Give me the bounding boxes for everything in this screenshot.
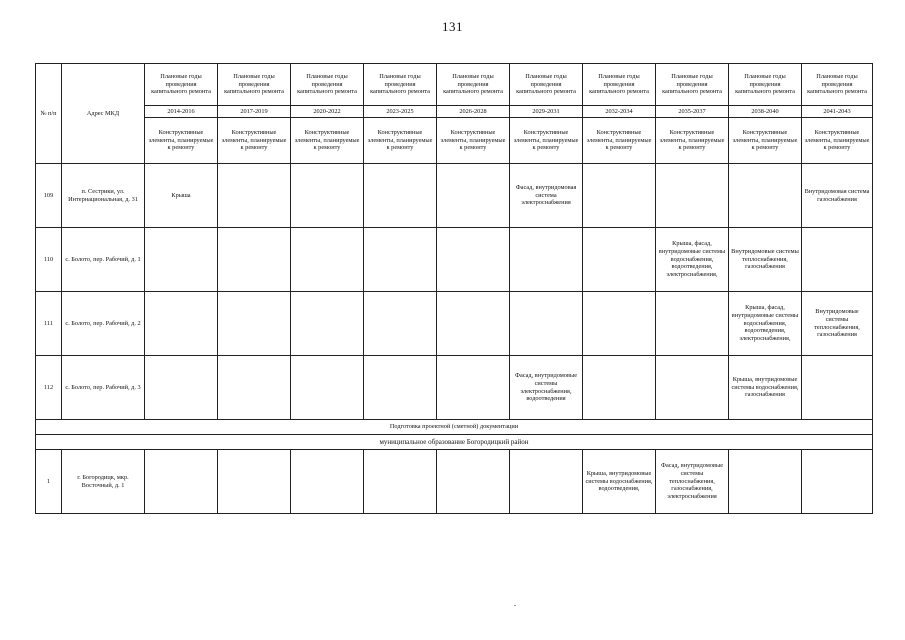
elements-label: Конструктивные элементы, планируемые к ремонту: [291, 118, 364, 164]
year-range: 2017-2019: [218, 106, 291, 118]
header-row-elements: [36, 118, 873, 164]
elements-label: Конструктивные элементы, планируемые к ремонту: [656, 118, 729, 164]
repair-cell: Крыша, фасад, внутридомовые системы водоснабжения, водоотведения, электроснабжения,: [656, 228, 729, 292]
elements-label: Конструктивные элементы, планируемые к ремонту: [802, 118, 873, 164]
period-header: Плановые годы проведения капитального ремонта: [583, 64, 656, 106]
repair-cell: Фасад, внутридомовые системы электроснабжения, водоотведения: [510, 356, 583, 420]
period-header: Плановые годы проведения капитального ремонта: [218, 64, 291, 106]
row-number: 109: [36, 164, 62, 228]
repair-cell: Крыша, фасад, внутридомовые системы водоснабжения, водоотведения, электроснабжения,: [729, 292, 802, 356]
section-row: [36, 420, 873, 435]
repair-cell: Фасад, внутридомовые системы теплоснабжения, газоснабжения, электроснабжения: [656, 450, 729, 514]
row-address: г. Богородицк, мкр. Восточный, д. 1: [62, 450, 145, 514]
year-range: 2035-2037: [656, 106, 729, 118]
repair-cell: [291, 164, 364, 228]
repair-cell: [583, 164, 656, 228]
repair-cell: [291, 356, 364, 420]
repair-cell: [437, 356, 510, 420]
period-header: Плановые годы проведения капитального ремонта: [802, 64, 873, 106]
repair-cell: [437, 164, 510, 228]
repair-cell: [802, 356, 873, 420]
repair-cell: Внутридомовая система газоснабжения: [802, 164, 873, 228]
repair-cell: [364, 450, 437, 514]
repair-cell: [437, 228, 510, 292]
capital-repair-schedule-table: [35, 63, 873, 514]
row-address: с. Болото, пер. Рабочий, д. 3: [62, 356, 145, 420]
year-range: 2041-2043: [802, 106, 873, 118]
repair-cell: [656, 356, 729, 420]
repair-cell: [145, 450, 218, 514]
section-title: Подготовка проектной (сметной) документации: [36, 420, 873, 435]
repair-cell: [291, 228, 364, 292]
repair-cell: [291, 292, 364, 356]
repair-cell: Крыша, внутридомовые системы водоснабжения, водоотведения,: [583, 450, 656, 514]
row-number: 112: [36, 356, 62, 420]
period-header: Плановые годы проведения капитального ремонта: [364, 64, 437, 106]
repair-cell: Крыша: [145, 164, 218, 228]
table-row: [36, 292, 873, 356]
repair-cell: [291, 450, 364, 514]
row-address: с. Болото, пер. Рабочий, д. 1: [62, 228, 145, 292]
repair-cell: [364, 228, 437, 292]
repair-cell: [218, 164, 291, 228]
table-row: [36, 356, 873, 420]
repair-cell: [583, 292, 656, 356]
repair-cell: [802, 450, 873, 514]
repair-cell: Крыша, внутридомовые системы водоснабжения, газоснабжения: [729, 356, 802, 420]
repair-cell: [145, 292, 218, 356]
repair-cell: [364, 164, 437, 228]
row-address: п. Сестрики, ул. Интернациональная, д. 31: [62, 164, 145, 228]
repair-cell: [802, 228, 873, 292]
elements-label: Конструктивные элементы, планируемые к ремонту: [729, 118, 802, 164]
period-header: Плановые годы проведения капитального ремонта: [656, 64, 729, 106]
period-header: Плановые годы проведения капитального ремонта: [437, 64, 510, 106]
table-row: [36, 164, 873, 228]
elements-label: Конструктивные элементы, планируемые к ремонту: [218, 118, 291, 164]
year-range: 2026-2028: [437, 106, 510, 118]
repair-cell: [437, 450, 510, 514]
year-range: 2014-2016: [145, 106, 218, 118]
period-header: Плановые годы проведения капитального ремонта: [510, 64, 583, 106]
repair-cell: [218, 356, 291, 420]
table-row: [36, 450, 873, 514]
year-range: 2032-2034: [583, 106, 656, 118]
year-range: 2023-2025: [364, 106, 437, 118]
row-number: 110: [36, 228, 62, 292]
page-number: 131: [442, 19, 463, 34]
repair-cell: [729, 164, 802, 228]
repair-cell: [145, 356, 218, 420]
repair-cell: Внутридомовые системы теплоснабжения, газоснабжения: [802, 292, 873, 356]
repair-cell: [656, 164, 729, 228]
col-header-address: Адрес МКД: [62, 64, 145, 164]
year-range: 2029-2031: [510, 106, 583, 118]
period-header: Плановые годы проведения капитального ремонта: [291, 64, 364, 106]
repair-cell: [510, 292, 583, 356]
repair-cell: [583, 356, 656, 420]
repair-cell: Внутридомовые системы теплоснабжения, газоснабжения: [729, 228, 802, 292]
repair-cell: [656, 292, 729, 356]
repair-cell: Фасад, внутридомовая система электроснабжения: [510, 164, 583, 228]
period-header: Плановые годы проведения капитального ремонта: [145, 64, 218, 106]
repair-cell: [364, 292, 437, 356]
elements-label: Конструктивные элементы, планируемые к ремонту: [364, 118, 437, 164]
header-row-years: [36, 106, 873, 118]
year-range: 2038-2040: [729, 106, 802, 118]
header-row-periods: [36, 64, 873, 106]
repair-cell: [145, 228, 218, 292]
repair-cell: [729, 450, 802, 514]
repair-cell: [510, 450, 583, 514]
elements-label: Конструктивные элементы, планируемые к ремонту: [145, 118, 218, 164]
municipality-row: [36, 435, 873, 450]
period-header: Плановые годы проведения капитального ремонта: [729, 64, 802, 106]
repair-cell: [510, 228, 583, 292]
scan-speck: [514, 605, 516, 606]
row-address: с. Болото, пер. Рабочий, д. 2: [62, 292, 145, 356]
elements-label: Конструктивные элементы, планируемые к ремонту: [437, 118, 510, 164]
repair-cell: [218, 228, 291, 292]
elements-label: Конструктивные элементы, планируемые к ремонту: [583, 118, 656, 164]
col-header-number: № п/п: [36, 64, 62, 164]
elements-label: Конструктивные элементы, планируемые к ремонту: [510, 118, 583, 164]
repair-cell: [218, 292, 291, 356]
repair-cell: [437, 292, 510, 356]
repair-cell: [583, 228, 656, 292]
table-row: [36, 228, 873, 292]
row-number: 1: [36, 450, 62, 514]
year-range: 2020-2022: [291, 106, 364, 118]
municipality-title: муниципальное образование Богородицкий район: [36, 435, 873, 450]
repair-cell: [218, 450, 291, 514]
row-number: 111: [36, 292, 62, 356]
repair-cell: [364, 356, 437, 420]
